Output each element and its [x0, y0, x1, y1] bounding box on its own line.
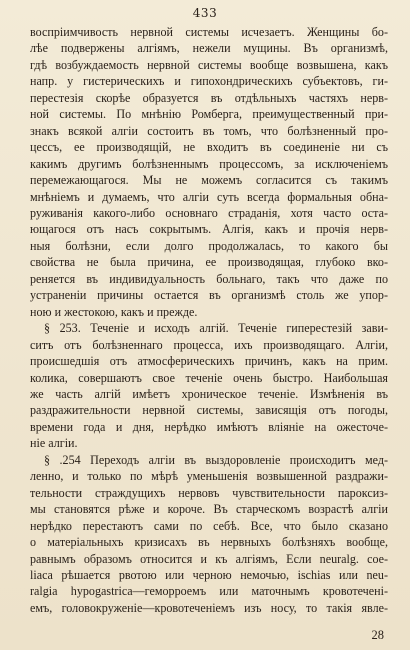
text-line: раздражительности нервной системы, зависящія отъ погоды, [30, 403, 388, 418]
text-line: ною и жестокою, какъ и прежде. [30, 304, 198, 319]
text-line: ralgia hypogastrica—геморроемъ или маточнымъ кровотеченi- [30, 584, 388, 599]
text-line: свойства не была причина, ее производящая, глубоко вко- [30, 255, 388, 270]
text-line: § .254 Переходъ алгіи въ выздоровленіе происходитъ мед- [44, 452, 388, 467]
page-number-bottom: 28 [371, 628, 384, 642]
text-line: какимъ другимъ болѣзненнымъ процессомъ, за исключеніемъ [30, 156, 388, 171]
text-line: руживанія какого-либо основнаго страданія, хотя часто оста- [30, 205, 388, 220]
text-line: ющагося отъ насъ сокрытымъ. Алгія, какъ и прочія нерв- [30, 222, 388, 237]
text-line: же часть алгій имѣетъ хроническое теченіе. Измѣненія въ [30, 386, 388, 401]
text-line: ныя болѣзни, если долго продолжалась, то какого бы [30, 238, 388, 253]
text-line: мнѣніемъ и думаемъ, что алгіи суть всегда формальныя обна- [30, 189, 388, 204]
text-line: ніе алгіи. [30, 436, 78, 451]
text-line: § 253. Теченіе и исходъ алгій. Теченіе гиперестезій зави- [44, 321, 388, 336]
text-line: ситъ отъ болѣзненнаго процесса, ихъ производящаго. Алгіи, [30, 337, 388, 352]
text-line: емъ, головокруженіе—кровотеченіемъ изъ носу, то такія явле- [30, 600, 388, 615]
text-line: нерѣдко перестаютъ сами по себѣ. Все, что было сказано [30, 518, 388, 533]
text-line: перестезія скорѣе образуется въ отдѣльныхъ частяхъ нерв- [30, 90, 388, 105]
page-number-top: 433 [192, 6, 218, 20]
text-line: перемежающагося. Мы не можемъ согласится съ такимъ [30, 173, 388, 188]
text-line: ной системы. По мнѣнію Ромберга, преимущественный при- [30, 107, 388, 122]
text-line: о матеріальныхъ кризисахъ въ нервныхъ болѣзняхъ вообще, [30, 535, 388, 550]
text-line: знакъ всякой алгіи состоитъ въ томъ, что болѣзненный про- [30, 123, 388, 138]
text-line: мы становятся рѣже и короче. Въ старческомъ возрастѣ алгіи [30, 502, 388, 517]
text-line: происшедшія отъ атмосферическихъ причинъ, какъ на прим. [30, 354, 388, 369]
text-line: времени года и дня, нерѣдко имѣютъ вліяніе на ожесточе- [30, 419, 388, 434]
text-line: гдѣ возбуждаемость нервной системы вообще возвышена, какъ [30, 57, 388, 72]
text-line: цессъ, ее производящій, не входитъ въ соединеніе ни съ [30, 140, 388, 155]
text-line: воспріимчивость нервной системы исчезаетъ. Женщины бо- [30, 25, 388, 39]
text-line: устраненіи причины остается въ организмѣ столь же упор- [30, 288, 388, 303]
body-text [30, 24, 388, 616]
text-line: liaca рѣшается рвотою или черною немочью, ischias или neu- [30, 567, 388, 582]
text-line: ленно, и только по мѣрѣ уменьшенія возвышенной раздражи- [30, 469, 388, 484]
text-line: колика, совершаютъ свое теченіе очень быстро. Наибольшая [30, 370, 388, 385]
text-line: лѣе подвержены алгіямъ, нежели мущины. Въ организмѣ, [30, 41, 388, 56]
text-line: тельности страждущихъ нервовъ чувствительности пароксиз- [30, 485, 388, 500]
text-line: равнымъ образомъ относится и къ алгіямъ, Если neuralg. coe- [30, 551, 388, 566]
text-line: реняется въ индивидуальность больнаго, такъ что даже по [30, 271, 388, 286]
text-line: напр. у гистерическихъ и гипохондрическихъ субъектовъ, ги- [30, 74, 388, 89]
